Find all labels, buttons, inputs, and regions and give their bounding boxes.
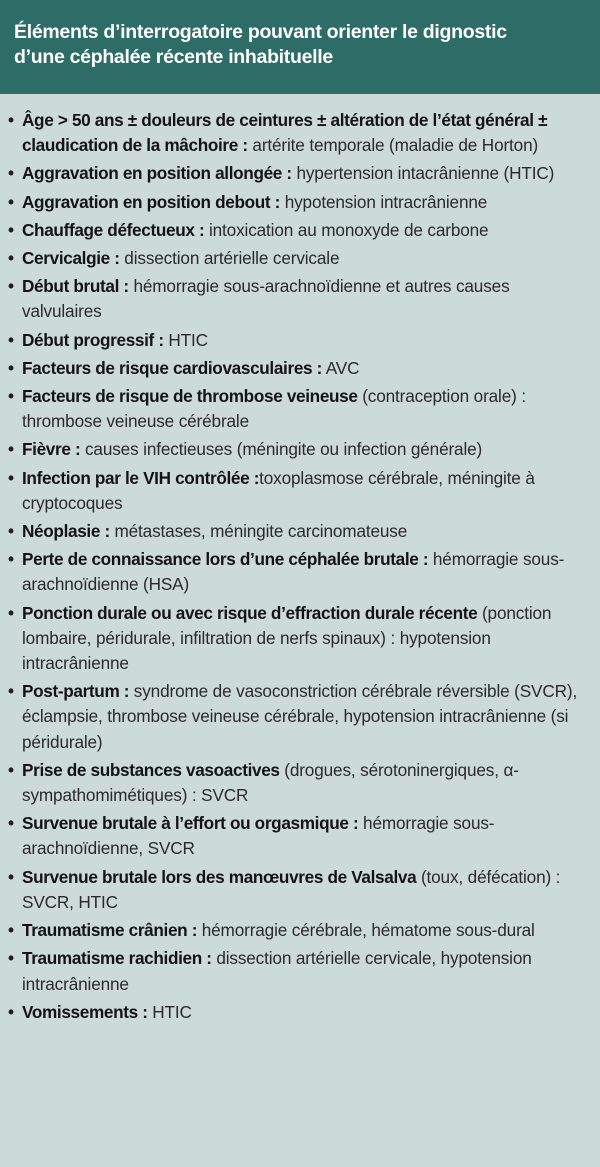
bullet-icon: • [8, 357, 14, 378]
item-description: (toux, défécation) : SVCR, HTIC [22, 866, 561, 912]
item-term: Aggravation en position allongée : [22, 163, 292, 184]
item-description: HTIC [147, 1001, 192, 1022]
bullet-icon: • [8, 163, 14, 184]
item-term: Post-partum : [22, 681, 130, 702]
item-description: hémorragie cérébrale, hématome sous-dural [197, 920, 535, 941]
bullet-icon: • [8, 467, 14, 488]
item-description: (ponction lombaire, péridurale, infiltration de nerfs spinaux) : hypotension intracrânienne [22, 602, 552, 674]
item-description: artérite temporale (maladie de Horton) [247, 135, 539, 156]
bullet-icon: • [8, 439, 14, 460]
item-description: dissection artérielle cervicale [119, 248, 340, 269]
list-item [8, 274, 582, 324]
item-description: métastases, méningite carcinomateuse [109, 521, 408, 542]
list-item [8, 519, 582, 544]
bullet-icon: • [8, 759, 14, 780]
item-term: Début brutal : [22, 276, 129, 297]
list-item [8, 466, 582, 516]
list-item [8, 328, 582, 353]
item-term: Néoplasie : [22, 521, 110, 542]
item-description: hémorragie sous-arachnoïdienne (HSA) [22, 549, 565, 595]
bullet-icon: • [8, 219, 14, 240]
item-term: Chauffage défectueux : [22, 219, 205, 240]
box-title: Éléments d’interrogatoire pouvant orienter le dignostic d’une céphalée récente inhabituelle [14, 21, 507, 68]
item-term: Vomissements : [22, 1001, 148, 1022]
item-description: hémorragie sous-arachnoïdienne et autres causes valvulaires [22, 276, 510, 322]
list-item [8, 190, 582, 215]
item-description: HTIC [163, 329, 208, 350]
box-header [0, 0, 600, 94]
item-term: Traumatisme rachidien : [22, 948, 212, 969]
item-description: hypotension intracrânienne [280, 191, 488, 212]
list-item [8, 758, 582, 808]
list-item [8, 1000, 582, 1025]
item-description: hémorragie sous-arachnoïdienne, SVCR [22, 813, 495, 859]
bullet-icon: • [8, 602, 14, 623]
bullet-icon: • [8, 948, 14, 969]
list-item [8, 437, 582, 462]
item-term: Début progressif : [22, 329, 164, 350]
item-term: Fièvre : [22, 439, 81, 460]
item-term: Prise de substances vasoactives [22, 759, 280, 780]
list-item [8, 246, 582, 271]
list-item [8, 161, 582, 186]
bullet-icon: • [8, 191, 14, 212]
list-item [8, 679, 582, 755]
item-description: intoxication au monoxyde de carbone [204, 219, 489, 240]
item-term: Cervicalgie : [22, 248, 120, 269]
bullet-icon: • [8, 813, 14, 834]
item-term: Aggravation en position debout : [22, 191, 281, 212]
bullet-icon: • [8, 248, 14, 269]
list-item [8, 547, 582, 597]
bullet-icon: • [8, 329, 14, 350]
list-item [8, 108, 582, 158]
item-term: Perte de connaissance lors d’une céphalée brutale : [22, 549, 429, 570]
item-term: Ponction durale ou avec risque d’effraction durale récente [22, 602, 478, 623]
criteria-list [0, 94, 600, 1025]
item-description: (drogues, sérotoninergiques, α-sympathomimétiques) : SVCR [22, 759, 519, 806]
item-term: Survenue brutale à l’effort ou orgasmique : [22, 813, 359, 834]
bullet-icon: • [8, 549, 14, 570]
bullet-icon: • [8, 276, 14, 297]
item-term: Facteurs de risque de thrombose veineuse [22, 386, 358, 407]
item-term: Survenue brutale lors des manœuvres de Valsalva [22, 866, 417, 887]
list-item [8, 218, 582, 243]
list-item [8, 356, 582, 381]
list-item [8, 918, 582, 943]
item-description: causes infectieuses (méningite ou infection générale) [80, 439, 483, 460]
item-description: toxoplasmose cérébrale, méningite à cryptocoques [22, 467, 535, 513]
bullet-icon: • [8, 681, 14, 702]
list-item [8, 811, 582, 861]
item-term: Âge > 50 ans ± douleurs de ceintures ± altération de l’état général ± claudication de la mâchoire : [22, 110, 548, 156]
item-description: syndrome de vasoconstriction cérébrale réversible (SVCR), éclampsie, thrombose veineuse cérébrale, hypotension intracrânienne (si péridurale) [22, 681, 578, 752]
bullet-icon: • [8, 1001, 14, 1022]
list-item [8, 865, 582, 915]
list-item [8, 601, 582, 677]
bullet-icon: • [8, 866, 14, 887]
item-term: Infection par le VIH contrôlée : [22, 467, 260, 488]
bullet-icon: • [8, 521, 14, 542]
bullet-icon: • [8, 920, 14, 941]
item-term: Traumatisme crânien : [22, 920, 198, 941]
item-description: hypertension intacrânienne (HTIC) [291, 163, 555, 184]
list-item [8, 946, 582, 996]
item-description: AVC [322, 357, 360, 378]
item-description: dissection artérielle cervicale, hypotension intracrânienne [22, 948, 532, 994]
bullet-icon: • [8, 110, 14, 130]
bullet-icon: • [8, 386, 14, 407]
item-term: Facteurs de risque cardiovasculaires : [22, 357, 323, 378]
item-description: (contraception orale) : thrombose veineuse cérébrale [22, 386, 526, 432]
list-item [8, 384, 582, 434]
